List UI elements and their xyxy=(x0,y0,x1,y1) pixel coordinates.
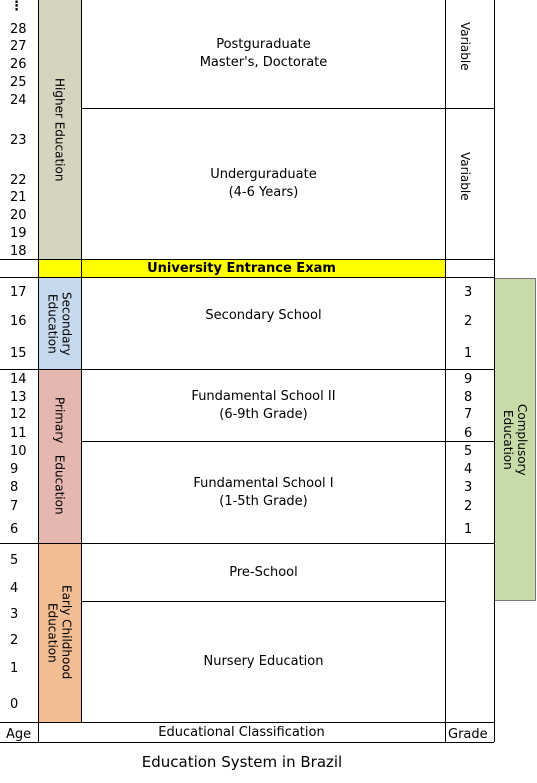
age-label: 0 xyxy=(10,697,19,712)
grade-label: 5 xyxy=(464,444,473,459)
classification-footer: Educational Classification xyxy=(158,724,325,740)
secondary-school-label: Secondary School xyxy=(205,308,322,323)
grade-label: 7 xyxy=(464,407,473,422)
age-label: 17 xyxy=(10,285,27,300)
age-label: 26 xyxy=(10,57,27,72)
secondary-education-bar xyxy=(38,278,81,369)
age-label: 15 xyxy=(10,346,27,361)
divider xyxy=(0,259,494,260)
divider xyxy=(445,0,446,742)
age-label: 18 xyxy=(10,244,27,259)
grade-label: 3 xyxy=(464,285,473,300)
age-label: 25 xyxy=(10,75,27,90)
grade-label: 9 xyxy=(464,372,473,387)
age-label: 16 xyxy=(10,314,27,329)
postgraduate-label: Postguraduate Master's, Doctorate xyxy=(199,37,328,70)
age-label: 8 xyxy=(10,480,19,495)
divider xyxy=(38,0,39,742)
age-label: 28 xyxy=(10,22,27,37)
grade-label: 6 xyxy=(464,426,473,441)
grade-label: 8 xyxy=(464,390,473,405)
age-label: 21 xyxy=(10,190,27,205)
age-label: 27 xyxy=(10,39,27,54)
compulsory-bar xyxy=(494,278,536,601)
grade-label: 4 xyxy=(464,462,473,477)
age-label: 5 xyxy=(10,553,19,568)
variable-label: Variable xyxy=(458,22,472,71)
diagram-caption: Education System in Brazil xyxy=(141,753,343,771)
grade-label: 2 xyxy=(464,499,473,514)
primary-education-label: Primary Education xyxy=(52,397,67,515)
age-label: 20 xyxy=(10,208,27,223)
age-ellipsis: ⋮ xyxy=(10,0,23,14)
age-label: 13 xyxy=(10,390,27,405)
age-label: 6 xyxy=(10,522,19,537)
age-label: 10 xyxy=(10,444,27,459)
higher-education-bar xyxy=(38,0,81,259)
age-label: 1 xyxy=(10,661,19,676)
higher-education-label: Higher Education xyxy=(52,77,67,182)
age-label: 22 xyxy=(10,173,27,188)
age-label: 24 xyxy=(10,93,27,108)
divider xyxy=(494,0,495,742)
age-label: 9 xyxy=(10,462,19,477)
early-childhood-bar xyxy=(38,543,81,722)
age-label: 11 xyxy=(10,426,27,441)
primary-education-bar xyxy=(38,369,81,543)
grade-label: 1 xyxy=(464,522,473,537)
entrance-exam-bar xyxy=(38,260,445,277)
age-label: 3 xyxy=(10,607,19,622)
preschool-label: Pre-School xyxy=(229,564,298,580)
divider xyxy=(0,742,494,743)
variable-label: Variable xyxy=(458,152,472,201)
grade-label: 3 xyxy=(464,480,473,495)
early-childhood-label: Early Childhood Education xyxy=(45,585,74,680)
age-label: 7 xyxy=(10,499,19,514)
undergraduate-label: Underguraduate (4-6 Years) xyxy=(210,167,317,200)
secondary-education-label: Secondary Education xyxy=(45,291,74,356)
age-label: 4 xyxy=(10,581,19,596)
nursery-label: Nursery Education xyxy=(203,654,324,669)
age-label: 2 xyxy=(10,633,19,648)
fundamental-2-label: Fundamental School II (6-9th Grade) xyxy=(191,388,336,422)
fundamental-1-label: Fundamental School I (1-5th Grade) xyxy=(193,475,334,509)
age-label: 23 xyxy=(10,133,27,148)
age-footer: Age xyxy=(6,727,32,742)
grade-label: 1 xyxy=(464,346,473,361)
grade-label: 2 xyxy=(464,314,473,329)
age-label: 14 xyxy=(10,372,27,387)
age-label: 19 xyxy=(10,226,27,241)
grade-footer: Grade xyxy=(448,727,488,742)
entrance-exam-label: University Entrance Exam xyxy=(147,261,336,276)
compulsory-label: Complusory Education xyxy=(501,403,529,476)
age-label: 12 xyxy=(10,407,27,422)
